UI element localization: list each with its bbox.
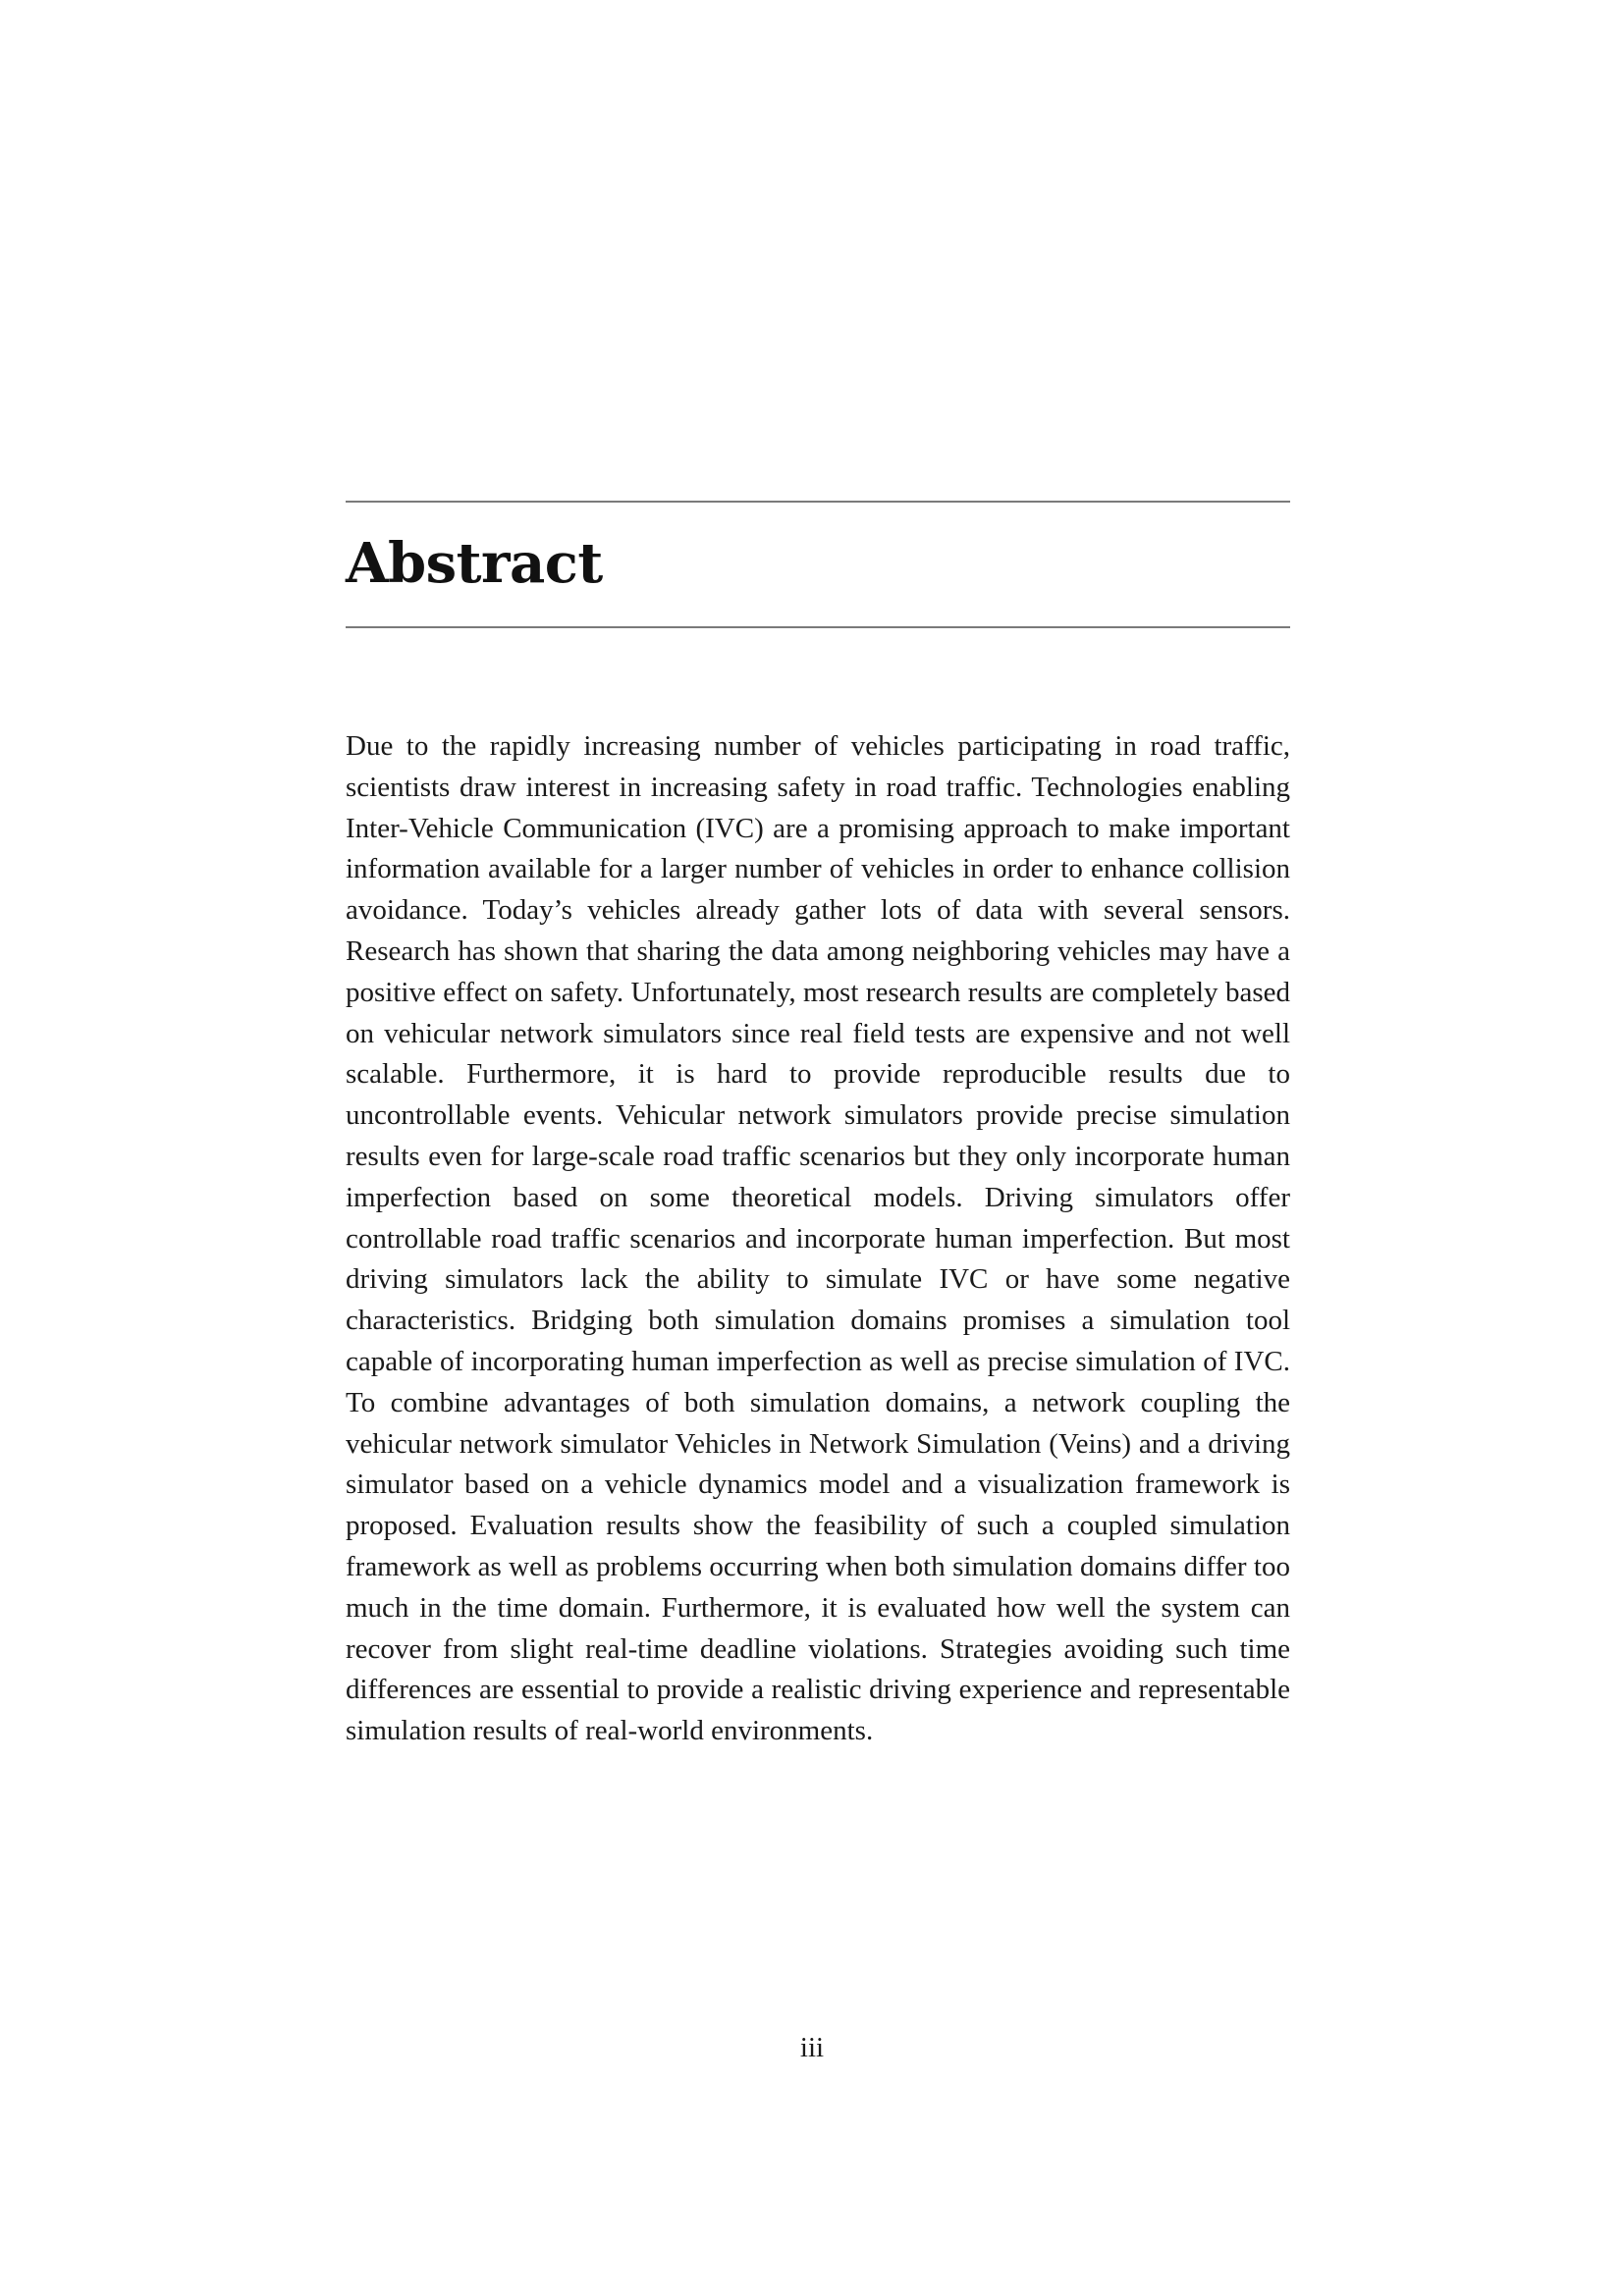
heading-top-rule [346,501,1290,503]
section-heading: Abstract [346,531,603,596]
heading-bottom-rule [346,626,1290,628]
abstract-paragraph: Due to the rapidly increasing number of vehicles participating in road traffic, scientists draw interest in increasing safety in road traffic. Technologies enabling Inter-Vehicle Communication (IVC) are a promising approach to make important information available for a larger number of vehicles in order to enhance collision avoidance. Today’s vehicles already gather lots of data with several sensors. Research has shown that sharing the data among neighboring vehicles may have a positive effect on safety. Unfortunately, most research results are completely based on vehicular network simulators since real field tests are expensive and not well scalable. Furthermore, it is hard to provide reproducible results due to uncontrollable events. Vehicular network simulators provide precise simulation results even for large-scale road traffic scenarios but they only incorporate human imperfection based on some theoretical models. Driving simulators offer controllable road traffic scenarios and incorporate human imperfection. But most driving simulators lack the ability to simulate IVC or have some negative characteristics. Bridging both simulation domains promises a simulation tool capable of incorporating human imperfection as well as precise simulation of IVC. To combine advantages of both simulation domains, a network coupling the vehicular network simulator Vehicles in Network Simulation (Veins) and a driving simulator based on a vehicle dynamics model and a visualization framework is proposed. Evaluation results show the feasibility of such a coupled simulation framework as well as problems occurring when both simulation domains differ too much in the time domain. Furthermore, it is evaluated how well the system can recover from slight real-time deadline violations. Strategies avoiding such time differences are essential to provide a realistic driving experience and representable simulation results of real-world environments. [346,730,1290,1747]
page-number: iii [799,2032,825,2063]
